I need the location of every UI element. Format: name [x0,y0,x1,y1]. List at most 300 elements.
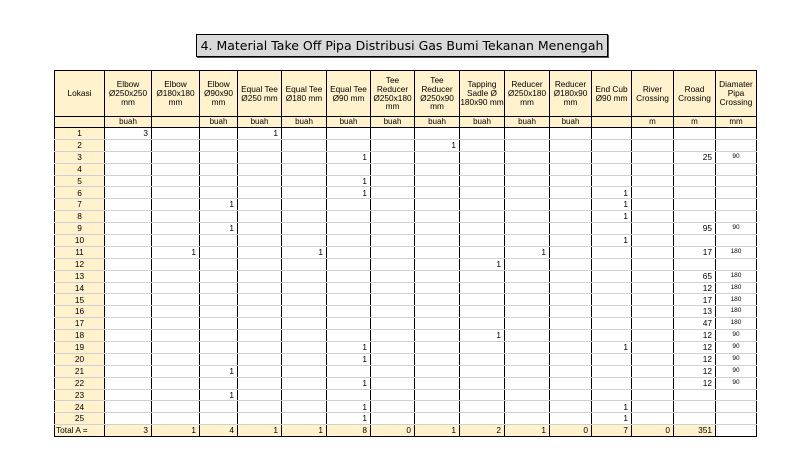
table-cell [632,389,674,401]
table-cell: 90 [716,342,757,354]
table-cell [415,163,460,175]
table-row [55,330,757,342]
table-cell [505,163,550,175]
table-cell [371,377,415,389]
table-cell [716,128,757,140]
table-cell [550,199,592,211]
table-cell [550,294,592,306]
column-header: Tee Reducer Ø250x90 mm [415,71,460,117]
table-cell: 1 [200,199,238,211]
table-cell [460,223,505,235]
table-cell [152,163,200,175]
table-cell [505,211,550,223]
table-cell [632,223,674,235]
table-cell [105,187,152,199]
table-cell [550,401,592,413]
table-cell [592,318,632,330]
table-cell [371,306,415,318]
table-cell [371,330,415,342]
table-cell [505,128,550,140]
table-cell [371,175,415,187]
table-row [55,377,757,389]
table-cell [371,163,415,175]
table-cell [152,211,200,223]
table-cell [415,401,460,413]
table-cell [282,163,327,175]
column-header: Elbow Ø90x90 mm [200,71,238,117]
column-header: Equal Tee Ø90 mm [327,71,371,117]
table-cell [371,413,415,425]
table-cell [327,163,371,175]
table-cell [505,223,550,235]
table-cell [550,413,592,425]
table-cell [550,235,592,247]
table-cell [371,246,415,258]
table-cell [505,139,550,151]
table-cell [505,365,550,377]
table-cell [674,389,716,401]
unit-row [55,117,757,128]
table-cell [282,282,327,294]
location-cell: 1 [55,128,105,140]
table-cell [371,139,415,151]
table-cell: 90 [716,330,757,342]
table-cell [716,401,757,413]
table-cell [415,199,460,211]
table-cell [592,128,632,140]
table-cell [415,187,460,199]
table-cell: 180 [716,294,757,306]
table-cell: 1 [327,401,371,413]
location-cell: 3 [55,151,105,163]
column-header: River Crossing [632,71,674,117]
table-cell [632,246,674,258]
table-cell [716,235,757,247]
table-cell [371,365,415,377]
table-row [55,199,757,211]
table-cell [238,187,282,199]
table-cell [460,235,505,247]
table-row [55,389,757,401]
unit-cell: buah [550,117,592,128]
table-cell [415,342,460,354]
table-cell [152,199,200,211]
table-cell [505,318,550,330]
table-cell [282,318,327,330]
table-cell [327,330,371,342]
table-cell [238,258,282,270]
table-cell [327,246,371,258]
table-cell [238,175,282,187]
unit-cell: buah [505,117,550,128]
table-cell: 1 [200,223,238,235]
table-cell [716,139,757,151]
table-cell [238,413,282,425]
table-cell [592,246,632,258]
table-cell [238,353,282,365]
table-cell [592,163,632,175]
table-cell [505,175,550,187]
table-cell: 90 [716,151,757,163]
location-cell: 6 [55,187,105,199]
table-cell [716,163,757,175]
column-header: Diamater Pipa Crossing [716,71,757,117]
table-cell [460,389,505,401]
table-cell: 1 [282,246,327,258]
table-cell [632,211,674,223]
table-cell [200,282,238,294]
table-cell [371,282,415,294]
table-cell [152,223,200,235]
table-cell [460,306,505,318]
table-cell [238,294,282,306]
table-cell [460,187,505,199]
table-cell [282,211,327,223]
table-cell: 12 [674,342,716,354]
table-cell [282,270,327,282]
table-cell [505,199,550,211]
table-cell [371,128,415,140]
location-cell: 17 [55,318,105,330]
unit-cell: buah [105,117,152,128]
table-cell [200,306,238,318]
table-cell [105,223,152,235]
location-cell: 9 [55,223,105,235]
table-cell [200,270,238,282]
total-row [55,425,757,437]
table-cell: 1 [200,365,238,377]
table-cell [632,413,674,425]
location-cell: 13 [55,270,105,282]
table-cell [152,151,200,163]
table-row [55,306,757,318]
table-cell [592,353,632,365]
column-header: Elbow Ø180x180 mm [152,71,200,117]
table-cell [415,377,460,389]
table-cell [550,223,592,235]
table-cell [105,342,152,354]
table-cell [415,330,460,342]
table-cell [238,342,282,354]
total-cell [716,425,757,437]
table-cell [632,342,674,354]
table-cell [415,389,460,401]
table-cell [460,342,505,354]
table-cell [200,401,238,413]
table-cell [505,330,550,342]
table-cell [632,306,674,318]
table-cell [282,235,327,247]
column-header: Reducer Ø250x180 mm [505,71,550,117]
total-cell: 1 [238,425,282,437]
table-cell [550,318,592,330]
table-cell [371,401,415,413]
table-cell: 12 [674,365,716,377]
table-row [55,413,757,425]
table-cell [460,128,505,140]
table-cell [716,413,757,425]
location-cell: 10 [55,235,105,247]
table-cell [282,365,327,377]
table-cell: 1 [327,413,371,425]
table-cell: 3 [105,128,152,140]
total-cell: 3 [105,425,152,437]
total-cell: 7 [592,425,632,437]
table-cell [415,282,460,294]
table-cell [105,139,152,151]
table-cell [238,389,282,401]
table-row [55,365,757,377]
table-cell: 12 [674,282,716,294]
table-cell [632,128,674,140]
table-row [55,401,757,413]
table-cell [152,342,200,354]
table-cell [282,199,327,211]
table-cell [200,175,238,187]
location-cell: 20 [55,353,105,365]
table-row [55,282,757,294]
table-cell [200,294,238,306]
table-cell [550,163,592,175]
table-cell: 1 [327,377,371,389]
unit-cell [592,117,632,128]
table-row [55,151,757,163]
table-cell [592,389,632,401]
table-cell [238,151,282,163]
table-cell [505,270,550,282]
table-cell [550,258,592,270]
table-cell [327,282,371,294]
table-cell [105,163,152,175]
table-cell [674,139,716,151]
table-cell [592,223,632,235]
table-cell [327,389,371,401]
unit-cell: buah [327,117,371,128]
table-cell [371,223,415,235]
table-cell: 13 [674,306,716,318]
table-cell [327,128,371,140]
table-cell [632,294,674,306]
table-cell [200,246,238,258]
table-cell [716,199,757,211]
table-cell [632,258,674,270]
table-cell [200,318,238,330]
table-cell [505,294,550,306]
total-cell: 0 [632,425,674,437]
table-cell [674,413,716,425]
table-cell [505,187,550,199]
table-cell [674,199,716,211]
table-cell: 17 [674,246,716,258]
table-cell [592,330,632,342]
table-cell [460,353,505,365]
unit-cell [152,117,200,128]
table-cell [550,211,592,223]
table-cell [371,187,415,199]
table-cell [674,258,716,270]
table-row [55,258,757,270]
table-row [55,246,757,258]
table-cell [327,235,371,247]
table-cell: 90 [716,377,757,389]
table-cell [371,235,415,247]
table-cell [674,128,716,140]
table-cell [415,246,460,258]
table-cell [592,175,632,187]
table-cell [327,318,371,330]
table-cell [592,270,632,282]
table-cell: 180 [716,318,757,330]
column-header: Equal Tee Ø250 mm [238,71,282,117]
table-cell [200,128,238,140]
location-cell: 23 [55,389,105,401]
table-cell [282,175,327,187]
table-row [55,211,757,223]
table-cell [105,175,152,187]
table-row [55,139,757,151]
table-cell [200,211,238,223]
table-cell [505,401,550,413]
table-cell [632,377,674,389]
table-cell [550,151,592,163]
table-cell [460,270,505,282]
table-cell [716,187,757,199]
table-cell [550,377,592,389]
table-cell [592,139,632,151]
table-cell [592,282,632,294]
table-cell: 17 [674,294,716,306]
table-cell [327,365,371,377]
location-cell: 5 [55,175,105,187]
location-cell: 4 [55,163,105,175]
table-cell [282,128,327,140]
total-cell: 2 [460,425,505,437]
unit-cell [55,117,105,128]
table-cell [550,187,592,199]
table-cell [632,401,674,413]
table-cell [592,258,632,270]
total-cell: 1 [505,425,550,437]
table-cell [105,318,152,330]
location-cell: 18 [55,330,105,342]
table-cell [674,211,716,223]
table-cell [415,151,460,163]
table-cell [238,377,282,389]
table-cell [415,294,460,306]
table-cell: 1 [460,258,505,270]
table-cell [238,282,282,294]
table-cell [415,365,460,377]
table-cell [105,330,152,342]
table-row [55,235,757,247]
table-cell [238,330,282,342]
table-cell [550,139,592,151]
table-cell [282,342,327,354]
table-cell: 1 [327,187,371,199]
table-cell: 95 [674,223,716,235]
unit-cell: mm [716,117,757,128]
table-cell [152,318,200,330]
table-cell [238,306,282,318]
table-cell [371,211,415,223]
location-cell: 16 [55,306,105,318]
table-cell [505,342,550,354]
table-cell: 90 [716,353,757,365]
location-cell: 24 [55,401,105,413]
table-cell [371,389,415,401]
table-cell [415,270,460,282]
table-cell [371,258,415,270]
total-cell: 1 [415,425,460,437]
table-cell [282,330,327,342]
column-header: Tapping Sadle Ø 180x90 mm [460,71,505,117]
table-cell: 1 [505,246,550,258]
table-cell: 1 [327,342,371,354]
table-cell [282,377,327,389]
total-cell: 0 [371,425,415,437]
table-cell [238,365,282,377]
table-cell [505,353,550,365]
table-cell [460,294,505,306]
table-cell [105,294,152,306]
table-cell [105,270,152,282]
total-cell: 1 [282,425,327,437]
table-cell [282,258,327,270]
table-cell [674,401,716,413]
table-cell [632,139,674,151]
table-cell [152,306,200,318]
column-header: Equal Tee Ø180 mm [282,71,327,117]
table-cell: 180 [716,306,757,318]
table-cell [550,175,592,187]
table-cell: 1 [592,211,632,223]
table-cell [415,175,460,187]
table-cell [105,353,152,365]
table-cell [282,389,327,401]
table-cell [152,294,200,306]
table-cell: 1 [327,175,371,187]
table-cell: 1 [592,413,632,425]
table-cell [327,294,371,306]
table-cell [282,139,327,151]
column-header: End Cub Ø90 mm [592,71,632,117]
table-cell [105,151,152,163]
table-cell [238,223,282,235]
table-cell [282,306,327,318]
table-cell [327,258,371,270]
table-cell: 1 [415,139,460,151]
table-cell [550,389,592,401]
table-cell [105,401,152,413]
table-cell [674,163,716,175]
table-cell: 65 [674,270,716,282]
table-cell [550,246,592,258]
table-cell: 25 [674,151,716,163]
table-cell [632,282,674,294]
table-cell [632,365,674,377]
table-cell [415,306,460,318]
table-cell: 1 [592,342,632,354]
table-cell [371,353,415,365]
table-cell [460,246,505,258]
table-cell: 1 [200,389,238,401]
table-cell [371,151,415,163]
table-cell [200,163,238,175]
table-cell [460,139,505,151]
location-cell: 22 [55,377,105,389]
table-cell [200,377,238,389]
table-cell [282,413,327,425]
